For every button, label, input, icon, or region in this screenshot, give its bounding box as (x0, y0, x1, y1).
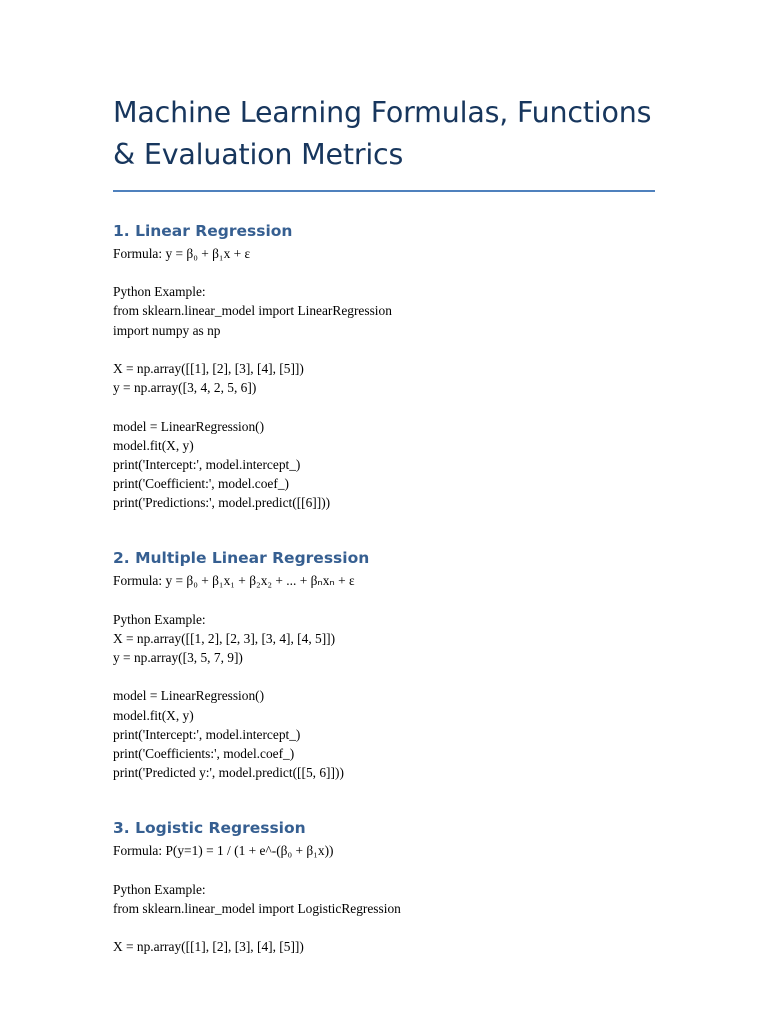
code-line: X = np.array([[1], [2], [3], [4], [5]]) (113, 939, 304, 955)
code-line: model = LinearRegression() (113, 418, 265, 434)
code-line: model.fit(X, y) (113, 437, 194, 453)
code-line: y = np.array([3, 5, 7, 9]) (113, 650, 243, 665)
section-1 (113, 221, 658, 512)
document-title-line-1: Machine Learning Formulas, Functions (113, 96, 652, 129)
section-heading: 1. Linear Regression (113, 222, 293, 240)
code-line: print('Intercept:', model.intercept_) (113, 456, 301, 472)
code-line: Python Example: (113, 881, 206, 897)
section-heading: 2. Multiple Linear Regression (113, 549, 370, 568)
code-line: print('Predictions:', model.predict([[6]])) (113, 495, 331, 511)
code-line: print('Intercept:', model.intercept_) (113, 726, 301, 742)
sections-container (113, 221, 658, 956)
code-line: from sklearn.linear_model import LogisticRegression (113, 900, 401, 916)
section-heading: 3. Logistic Regression (113, 819, 306, 838)
document-title (113, 92, 658, 176)
code-line: import numpy as np (113, 322, 221, 338)
python-example-block (113, 590, 658, 782)
code-line: X = np.array([[1], [2], [3], [4], [5]]) (113, 360, 304, 376)
code-line: from sklearn.linear_model import LinearRegression (113, 303, 392, 319)
python-example-block (113, 860, 658, 956)
code-line: print('Predicted y:', model.predict([[5, 6]])) (113, 765, 344, 781)
code-line: print('Coefficients:', model.coef_) (113, 745, 295, 761)
section-3 (113, 818, 658, 956)
blank-line (113, 918, 658, 937)
code-line: print('Coefficient:', model.coef_) (113, 476, 289, 492)
code-line: model.fit(X, y) (113, 707, 194, 723)
code-line: Python Example: (113, 284, 206, 300)
title-underline-rule (113, 190, 655, 192)
section-2 (113, 548, 658, 782)
blank-line (113, 397, 658, 416)
code-line: Python Example: (113, 611, 206, 627)
formula-text: Formula: y = β₀ + β₁x + ε (113, 246, 251, 261)
code-line: model = LinearRegression() (113, 688, 265, 704)
code-line: y = np.array([3, 4, 2, 5, 6]) (113, 380, 257, 396)
document-title-line-2: & Evaluation Metrics (113, 138, 404, 171)
formula-text: Formula: P(y=1) = 1 / (1 + e^-(β₀ + β₁x)) (113, 843, 334, 859)
formula-text: Formula: y = β₀ + β₁x₁ + β₂x₂ + ... + βₙxₙ + ε (113, 573, 355, 589)
code-line: X = np.array([[1, 2], [2, 3], [3, 4], [4, 5]]) (113, 630, 336, 646)
blank-line (113, 860, 658, 879)
blank-line (113, 340, 658, 359)
blank-line (113, 590, 658, 609)
blank-line (113, 263, 658, 282)
blank-line (113, 667, 658, 686)
document-content (113, 92, 658, 956)
python-example-block (113, 263, 658, 512)
